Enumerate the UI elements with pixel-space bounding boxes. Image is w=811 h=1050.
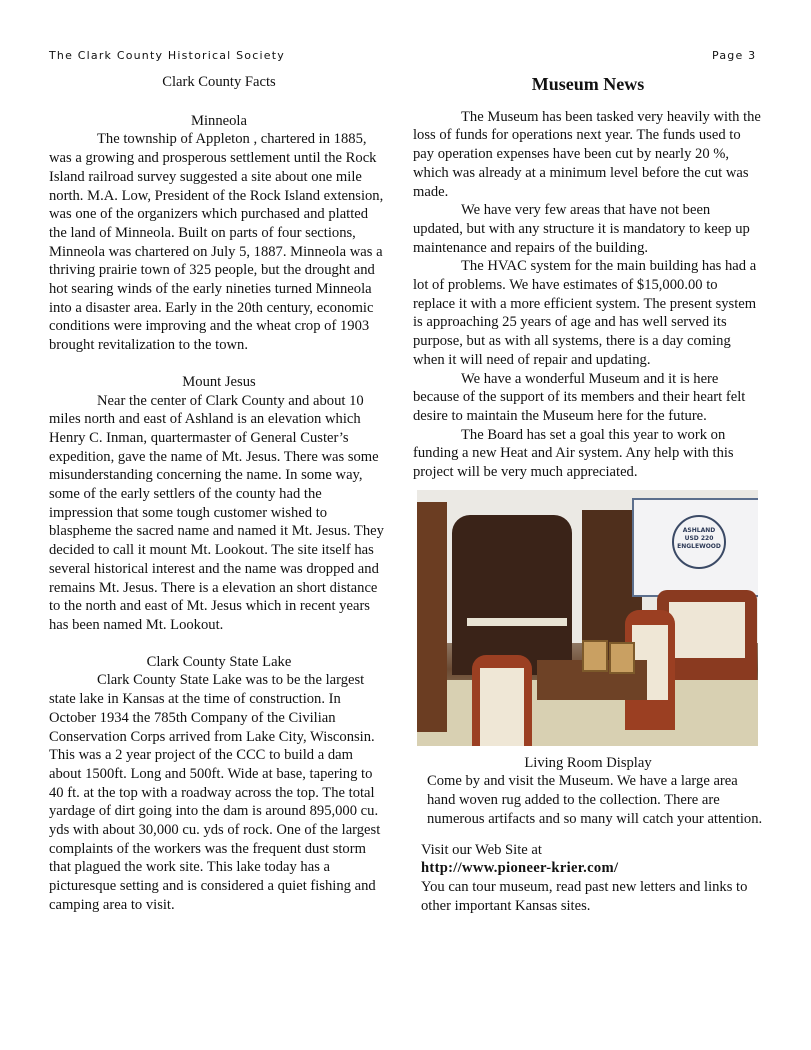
museum-news-column — [413, 73, 763, 915]
closing-paragraph: Come by and visit the Museum. We have a large area hand woven rug added to the collection. There are numerous artifacts and so many will catch your attention. — [427, 773, 763, 827]
website-intro: Visit our Web Site at — [421, 841, 542, 858]
museum-news-title: Museum News — [531, 74, 645, 94]
news-paragraph: We have a wonderful Museum and it is here because of the support of its members and their heart felt desire to maintain the Museum here for the future. — [413, 370, 746, 424]
section-text-state-lake: Clark County State Lake was to be the largest state lake in Kansas at the time of construction. In October 1934 the 785th Company of the Civilian Conservation Corps arrived from Lake City, Wisconsin. This was a 2 year project of the CCC to build a dam about 1500ft. Long and 500ft. Wide at base, tapering to 40 ft. at the top with a roadway across the top. The total yardage of dirt going into the dam is around 895,000 cu. yds with about 30,000 cu. yds of rock. One of the largest complaints of the workers was the frequent dust storm that plagued the work site. This lake today has a picturesque setting and is considered a quiet fishing and camping area to visit. — [49, 672, 381, 913]
photo-portrait-frame — [582, 640, 608, 672]
website-block — [413, 841, 763, 916]
photo-pump-organ — [452, 515, 572, 675]
website-link[interactable]: http://www.pioneer-krier.com/ — [421, 860, 619, 877]
photo-portrait-frame — [609, 642, 635, 674]
news-paragraph: The Board has set a goal this year to work on funding a new Heat and Air system. Any help with this project will be very much appreciated. — [413, 426, 734, 481]
section-heading-mount-jesus: Mount Jesus — [182, 373, 256, 390]
banner-line-3: ENGLEWOOD — [677, 542, 721, 550]
section-text-mount-jesus: Near the center of Clark County and about 10 miles north and east of Ashland is an elevation which Henry C. Inman, quartermaster of General Custer’s expedition, gave the name of Mt. Jesus. There was some misunderstanding concerning the name. In some way, some of the early settlers of the county had the impression that some tough customer wished to blaspheme the sacred name and named it Mt. Jesus. They decided to call it mount Mt. Lookout. The site itself has several historical interest and the name was dropped and remains Mt. Jesus. There is a elevation an short distance to the north and east of Mt. Jesus which in recent years has been named Mt. Lookout. — [49, 392, 384, 633]
banner-line-1: ASHLAND — [682, 526, 716, 534]
photo-chair-cushion — [480, 668, 524, 746]
news-paragraph: The HVAC system for the main building has had a lot of problems. We have estimates of $15,000.00 to replace it with a more efficient system. The present system is approaching 25 years of age and has well served its purpose, but as with all systems, there is a day coming when it will need of repair and updating. — [413, 258, 757, 368]
news-paragraph: The Museum has been tasked very heavily with the loss of funds for operations next year. The funds used to pay operation expenses have been cut by nearly 20 %, which was already at a minimum level before the cut was made. — [413, 108, 761, 200]
section-heading-state-lake: Clark County State Lake — [146, 653, 292, 670]
photo-organ-keys — [467, 618, 567, 626]
photo-banner-text — [673, 527, 725, 551]
clark-county-facts-column — [49, 73, 389, 915]
photo-settee-cushion — [669, 602, 745, 658]
photo-cabinet — [417, 502, 447, 732]
column-title: Clark County Facts — [162, 74, 276, 90]
photo-caption: Living Room Display — [524, 754, 652, 771]
page-number: Page 3 — [712, 49, 757, 62]
news-paragraph: We have very few areas that have not been updated, but with any structure it is mandatory to keep up maintenance and repairs of the building. — [413, 202, 750, 256]
section-heading-minneola: Minneola — [191, 112, 247, 129]
living-room-photo — [417, 490, 758, 746]
section-text-minneola: The township of Appleton , chartered in 1885, was a growing and prosperous settlement until the Rock Island railroad survey suggested a site about one mile north. M.A. Low, President of the Rock Island extension, was one of the organizers which purchased and platted the land of Minneola. Built on parts of four sections, Minneola was chartered on July 5, 1887. Minneola was a thriving prairie town of 325 people, but the drought and hot searing winds of the early nineties turned Minneola into a disaster area. Early in the 20th century, economic conditions were improving and the wheat crop of 1903 brought revitalization to the town. — [49, 131, 384, 354]
publication-name: The Clark County Historical Society — [49, 49, 285, 62]
website-description: You can tour museum, read past new letters and links to other important Kansas sites. — [421, 878, 748, 914]
banner-line-2: USD 220 — [684, 534, 714, 542]
